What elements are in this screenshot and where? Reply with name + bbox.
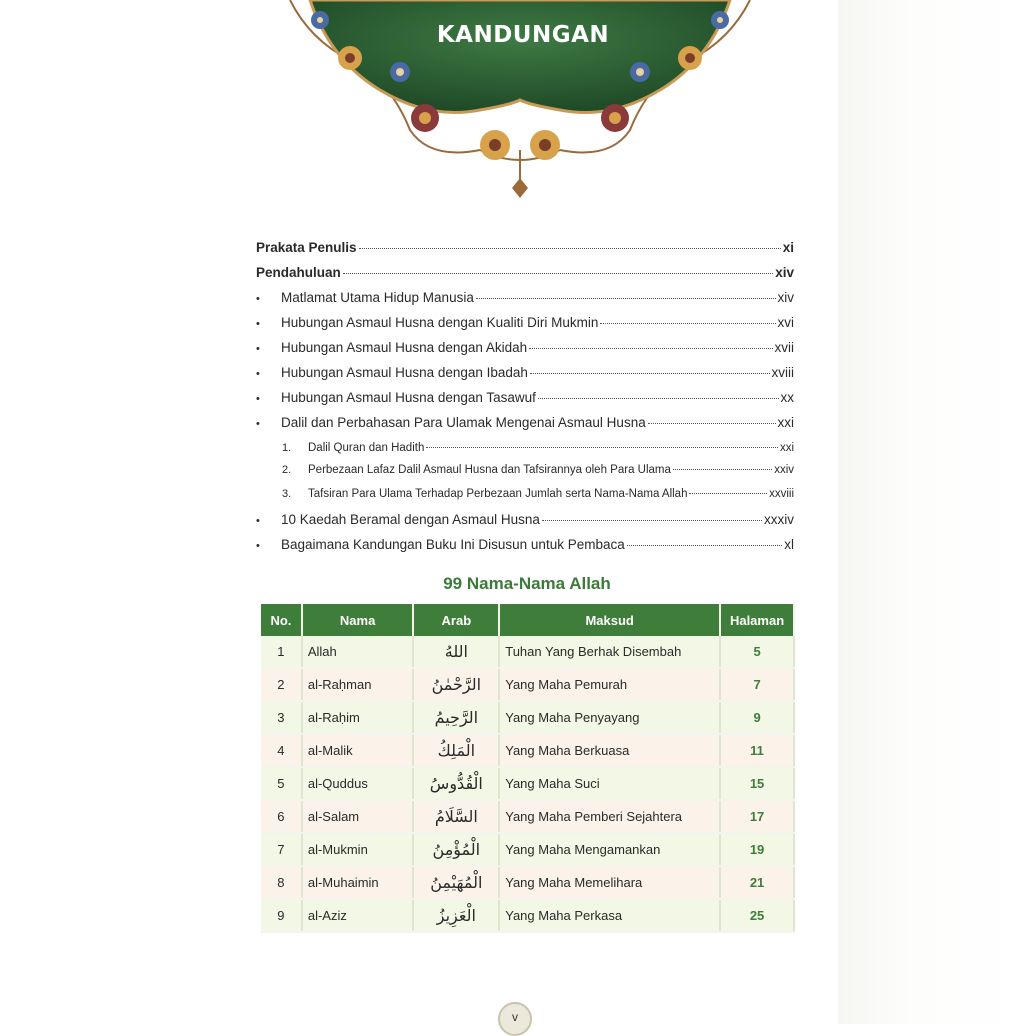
toc-entry-number: 3. xyxy=(282,488,292,500)
cell-arab: اللهُ xyxy=(413,636,499,668)
cell-arab: الرَّحْمٰنُ xyxy=(413,668,499,701)
cell-arab: الْمُهَيْمِنُ xyxy=(413,866,499,899)
page-edge-shadow xyxy=(838,0,1024,1024)
table-header-row xyxy=(261,604,794,636)
cell-maksud: Yang Maha Mengamankan xyxy=(499,833,720,866)
toc-entry xyxy=(256,390,794,405)
dot-leader xyxy=(600,323,775,324)
toc-entry-page: xviii xyxy=(771,365,794,380)
names-table-title: 99 Nama-Nama Allah xyxy=(443,574,611,593)
toc-entry-label: Hubungan Asmaul Husna dengan Kualiti Diri Mukmin xyxy=(281,315,599,330)
toc-entry-label: Prakata Penulis xyxy=(256,240,357,255)
bullet-icon: • xyxy=(256,540,260,552)
cell-maksud: Yang Maha Suci xyxy=(499,767,720,800)
dot-leader xyxy=(476,298,776,299)
cell-no: 6 xyxy=(261,800,302,833)
cell-halaman: 7 xyxy=(720,668,794,701)
cell-nama: al-Salam xyxy=(302,800,414,833)
dot-leader xyxy=(530,373,770,374)
cell-halaman: 17 xyxy=(720,800,794,833)
cell-nama: al-Aziz xyxy=(302,899,414,932)
dot-leader xyxy=(343,273,773,274)
page-number: v xyxy=(498,1002,532,1036)
table-row xyxy=(261,833,794,866)
toc-entry xyxy=(256,415,794,430)
bullet-icon: • xyxy=(256,343,260,355)
cell-nama: al-Muhaimin xyxy=(302,866,414,899)
cell-no: 8 xyxy=(261,866,302,899)
cell-arab: الْمَلِكُ xyxy=(413,734,499,767)
cell-nama: al-Raḥim xyxy=(302,701,414,734)
cell-no: 2 xyxy=(261,668,302,701)
toc-entry-label: Hubungan Asmaul Husna dengan Ibadah xyxy=(281,365,528,380)
toc-entry xyxy=(256,512,794,527)
toc-entry-page: xl xyxy=(784,537,794,552)
table-row xyxy=(261,636,794,668)
toc-entry-page: xx xyxy=(780,390,794,405)
toc-entry-page: xvi xyxy=(777,315,794,330)
column-header-halaman: Halaman xyxy=(720,604,794,636)
table-row xyxy=(261,701,794,734)
dot-leader xyxy=(627,545,783,546)
cell-no: 9 xyxy=(261,899,302,932)
toc-entry xyxy=(256,240,794,255)
cell-maksud: Tuhan Yang Berhak Disembah xyxy=(499,636,720,668)
toc-entry-page: xi xyxy=(782,240,794,255)
toc-entry xyxy=(256,464,794,476)
toc-entry-label: Bagaimana Kandungan Buku Ini Disusun untuk Pembaca xyxy=(281,537,625,552)
cell-maksud: Yang Maha Perkasa xyxy=(499,899,720,932)
table-row xyxy=(261,899,794,932)
cell-no: 5 xyxy=(261,767,302,800)
toc-entry-label: 10 Kaedah Beramal dengan Asmaul Husna xyxy=(281,512,540,527)
toc-entry-label: Hubungan Asmaul Husna dengan Tasawuf xyxy=(281,390,536,405)
toc-entry xyxy=(256,442,794,454)
toc-entry-label: Pendahuluan xyxy=(256,265,341,280)
toc-entry-page: xxi xyxy=(779,442,794,454)
cell-halaman: 5 xyxy=(720,636,794,668)
cell-arab: الْعَزِيزُ xyxy=(413,899,499,932)
table-row xyxy=(261,866,794,899)
cell-halaman: 9 xyxy=(720,701,794,734)
toc-entry xyxy=(256,488,794,500)
column-header-nama: Nama xyxy=(302,604,414,636)
dot-leader xyxy=(359,248,781,249)
cell-maksud: Yang Maha Berkuasa xyxy=(499,734,720,767)
toc-entry-page: xiv xyxy=(775,265,794,280)
toc-entry-label: Matlamat Utama Hidup Manusia xyxy=(281,290,474,305)
toc-entry-label: Hubungan Asmaul Husna dengan Akidah xyxy=(281,340,528,355)
cell-no: 7 xyxy=(261,833,302,866)
cell-halaman: 11 xyxy=(720,734,794,767)
toc-entry-page: xiv xyxy=(777,290,794,305)
dot-leader xyxy=(542,520,762,521)
toc-entry-page: xxviii xyxy=(769,488,794,500)
bullet-icon: • xyxy=(256,418,260,430)
cell-arab: الْمُؤْمِنُ xyxy=(413,833,499,866)
dot-leader xyxy=(529,348,772,349)
cell-nama: al-Quddus xyxy=(302,767,414,800)
bullet-icon: • xyxy=(256,393,260,405)
toc-entry-label: Tafsiran Para Ulama Terhadap Perbezaan Jumlah serta Nama-Nama Allah xyxy=(308,488,688,500)
dot-leader xyxy=(538,398,779,399)
toc-entry xyxy=(256,365,794,380)
page-title: KANDUNGAN xyxy=(436,22,610,48)
cell-arab: الرَّحِيمُ xyxy=(413,701,499,734)
bullet-icon: • xyxy=(256,515,260,527)
toc-entry-number: 1. xyxy=(282,442,292,454)
cell-no: 1 xyxy=(261,636,302,668)
toc-entry xyxy=(256,340,794,355)
bullet-icon: • xyxy=(256,368,260,380)
cell-maksud: Yang Maha Pemurah xyxy=(499,668,720,701)
toc-entry-page: xvii xyxy=(774,340,794,355)
table-row xyxy=(261,800,794,833)
toc-entry xyxy=(256,537,794,552)
table-row xyxy=(261,668,794,701)
column-header-arab: Arab xyxy=(413,604,499,636)
cell-maksud: Yang Maha Pemberi Sejahtera xyxy=(499,800,720,833)
cell-nama: al-Raḥman xyxy=(302,668,414,701)
toc-entry-label: Perbezaan Lafaz Dalil Asmaul Husna dan Tafsirannya oleh Para Ulama xyxy=(308,464,671,476)
toc-entry xyxy=(256,290,794,305)
cell-halaman: 21 xyxy=(720,866,794,899)
toc-entry-page: xxiv xyxy=(774,464,794,476)
names-table xyxy=(261,604,795,933)
cell-arab: الْقُدُّوسُ xyxy=(413,767,499,800)
table-row xyxy=(261,767,794,800)
toc-entry xyxy=(256,315,794,330)
bullet-icon: • xyxy=(256,293,260,305)
cell-arab: السَّلَامُ xyxy=(413,800,499,833)
cell-maksud: Yang Maha Memelihara xyxy=(499,866,720,899)
column-header-maksud: Maksud xyxy=(499,604,720,636)
cell-no: 3 xyxy=(261,701,302,734)
cell-halaman: 19 xyxy=(720,833,794,866)
cell-no: 4 xyxy=(261,734,302,767)
dot-leader xyxy=(648,423,776,424)
toc-entry-page: xxxiv xyxy=(764,512,794,527)
toc-entry-label: Dalil Quran dan Hadith xyxy=(308,442,425,454)
cell-halaman: 15 xyxy=(720,767,794,800)
dot-leader xyxy=(673,469,772,470)
dot-leader xyxy=(426,447,778,448)
toc-entry xyxy=(256,265,794,280)
toc-entry-number: 2. xyxy=(282,464,292,476)
cell-nama: Allah xyxy=(302,636,414,668)
cell-nama: al-Malik xyxy=(302,734,414,767)
cell-halaman: 25 xyxy=(720,899,794,932)
dot-leader xyxy=(689,493,767,494)
bullet-icon: • xyxy=(256,318,260,330)
cell-nama: al-Mukmin xyxy=(302,833,414,866)
column-header-no: No. xyxy=(261,604,302,636)
table-row xyxy=(261,734,794,767)
cell-maksud: Yang Maha Penyayang xyxy=(499,701,720,734)
toc-entry-page: xxi xyxy=(777,415,794,430)
toc-entry-label: Dalil dan Perbahasan Para Ulamak Mengenai Asmaul Husna xyxy=(281,415,646,430)
